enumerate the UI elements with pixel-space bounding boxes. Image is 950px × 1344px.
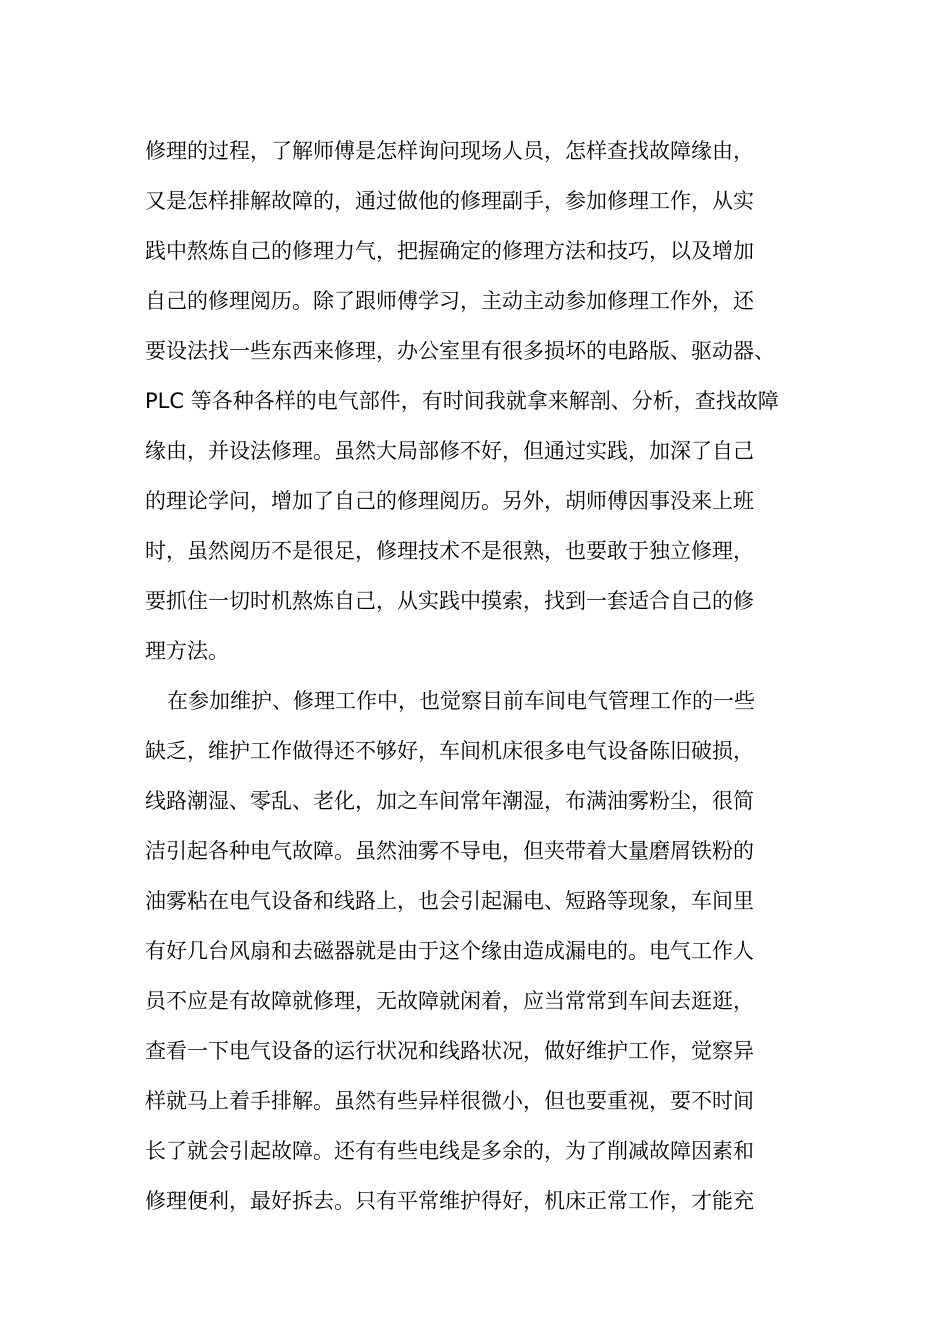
text-line: 践中熬炼自己的修理力气，把握确定的修理方法和技巧，以及增加 bbox=[145, 239, 754, 263]
text-line: 自己的修理阅历。除了跟师傅学习，主动主动参加修理工作外，还 bbox=[145, 289, 754, 313]
text-line: 的理论学问，增加了自己的修理阅历。另外，胡师傅因事没来上班 bbox=[145, 489, 754, 513]
text-line: 员不应是有故障就修理，无故障就闲着，应当常常到车间去逛逛， bbox=[145, 989, 754, 1013]
text-line: 修理便利，最好拆去。只有平常维护得好，机床正常工作，才能充 bbox=[145, 1189, 754, 1213]
text-line: 样就马上着手排解。虽然有些异样很微小，但也要重视，要不时间 bbox=[145, 1089, 754, 1113]
text-line: 理方法。 bbox=[145, 639, 229, 663]
body-text bbox=[145, 126, 825, 1226]
text-line: 时，虽然阅历不是很足，修理技术不是很熟，也要敢于独立修理， bbox=[145, 539, 754, 563]
text-line: 要设法找一些东西来修理，办公室里有很多损坏的电路版、驱动器、 bbox=[145, 339, 775, 363]
paragraph-start-line: 在参加维护、修理工作中，也觉察目前车间电气管理工作的一些 bbox=[167, 689, 755, 713]
text-line: PLC 等各种各样的电气部件，有时间我就拿来解剖、分析，查找故障 bbox=[145, 389, 779, 413]
text-line: 有好几台风扇和去磁器就是由于这个缘由造成漏电的。电气工作人 bbox=[145, 939, 754, 963]
text-line: 洁引起各种电气故障。虽然油雾不导电，但夹带着大量磨屑铁粉的 bbox=[145, 839, 754, 863]
text-line: 缺乏，维护工作做得还不够好，车间机床很多电气设备陈旧破损， bbox=[145, 739, 754, 763]
text-line: 查看一下电气设备的运行状况和线路状况，做好维护工作，觉察异 bbox=[145, 1039, 754, 1063]
text-line: 又是怎样排解故障的，通过做他的修理副手，参加修理工作，从实 bbox=[145, 189, 754, 213]
text-line: 修理的过程，了解师傅是怎样询问现场人员，怎样查找故障缘由， bbox=[145, 139, 754, 163]
text-line: 缘由，并设法修理。虽然大局部修不好，但通过实践，加深了自己 bbox=[145, 439, 754, 463]
text-line: 油雾粘在电气设备和线路上，也会引起漏电、短路等现象，车间里 bbox=[145, 889, 754, 913]
text-line: 要抓住一切时机熬炼自己，从实践中摸索，找到一套适合自己的修 bbox=[145, 589, 754, 613]
text-line: 线路潮湿、零乱、老化，加之车间常年潮湿，布满油雾粉尘，很简 bbox=[145, 789, 754, 813]
text-line: 长了就会引起故障。还有有些电线是多余的，为了削减故障因素和 bbox=[145, 1139, 754, 1163]
